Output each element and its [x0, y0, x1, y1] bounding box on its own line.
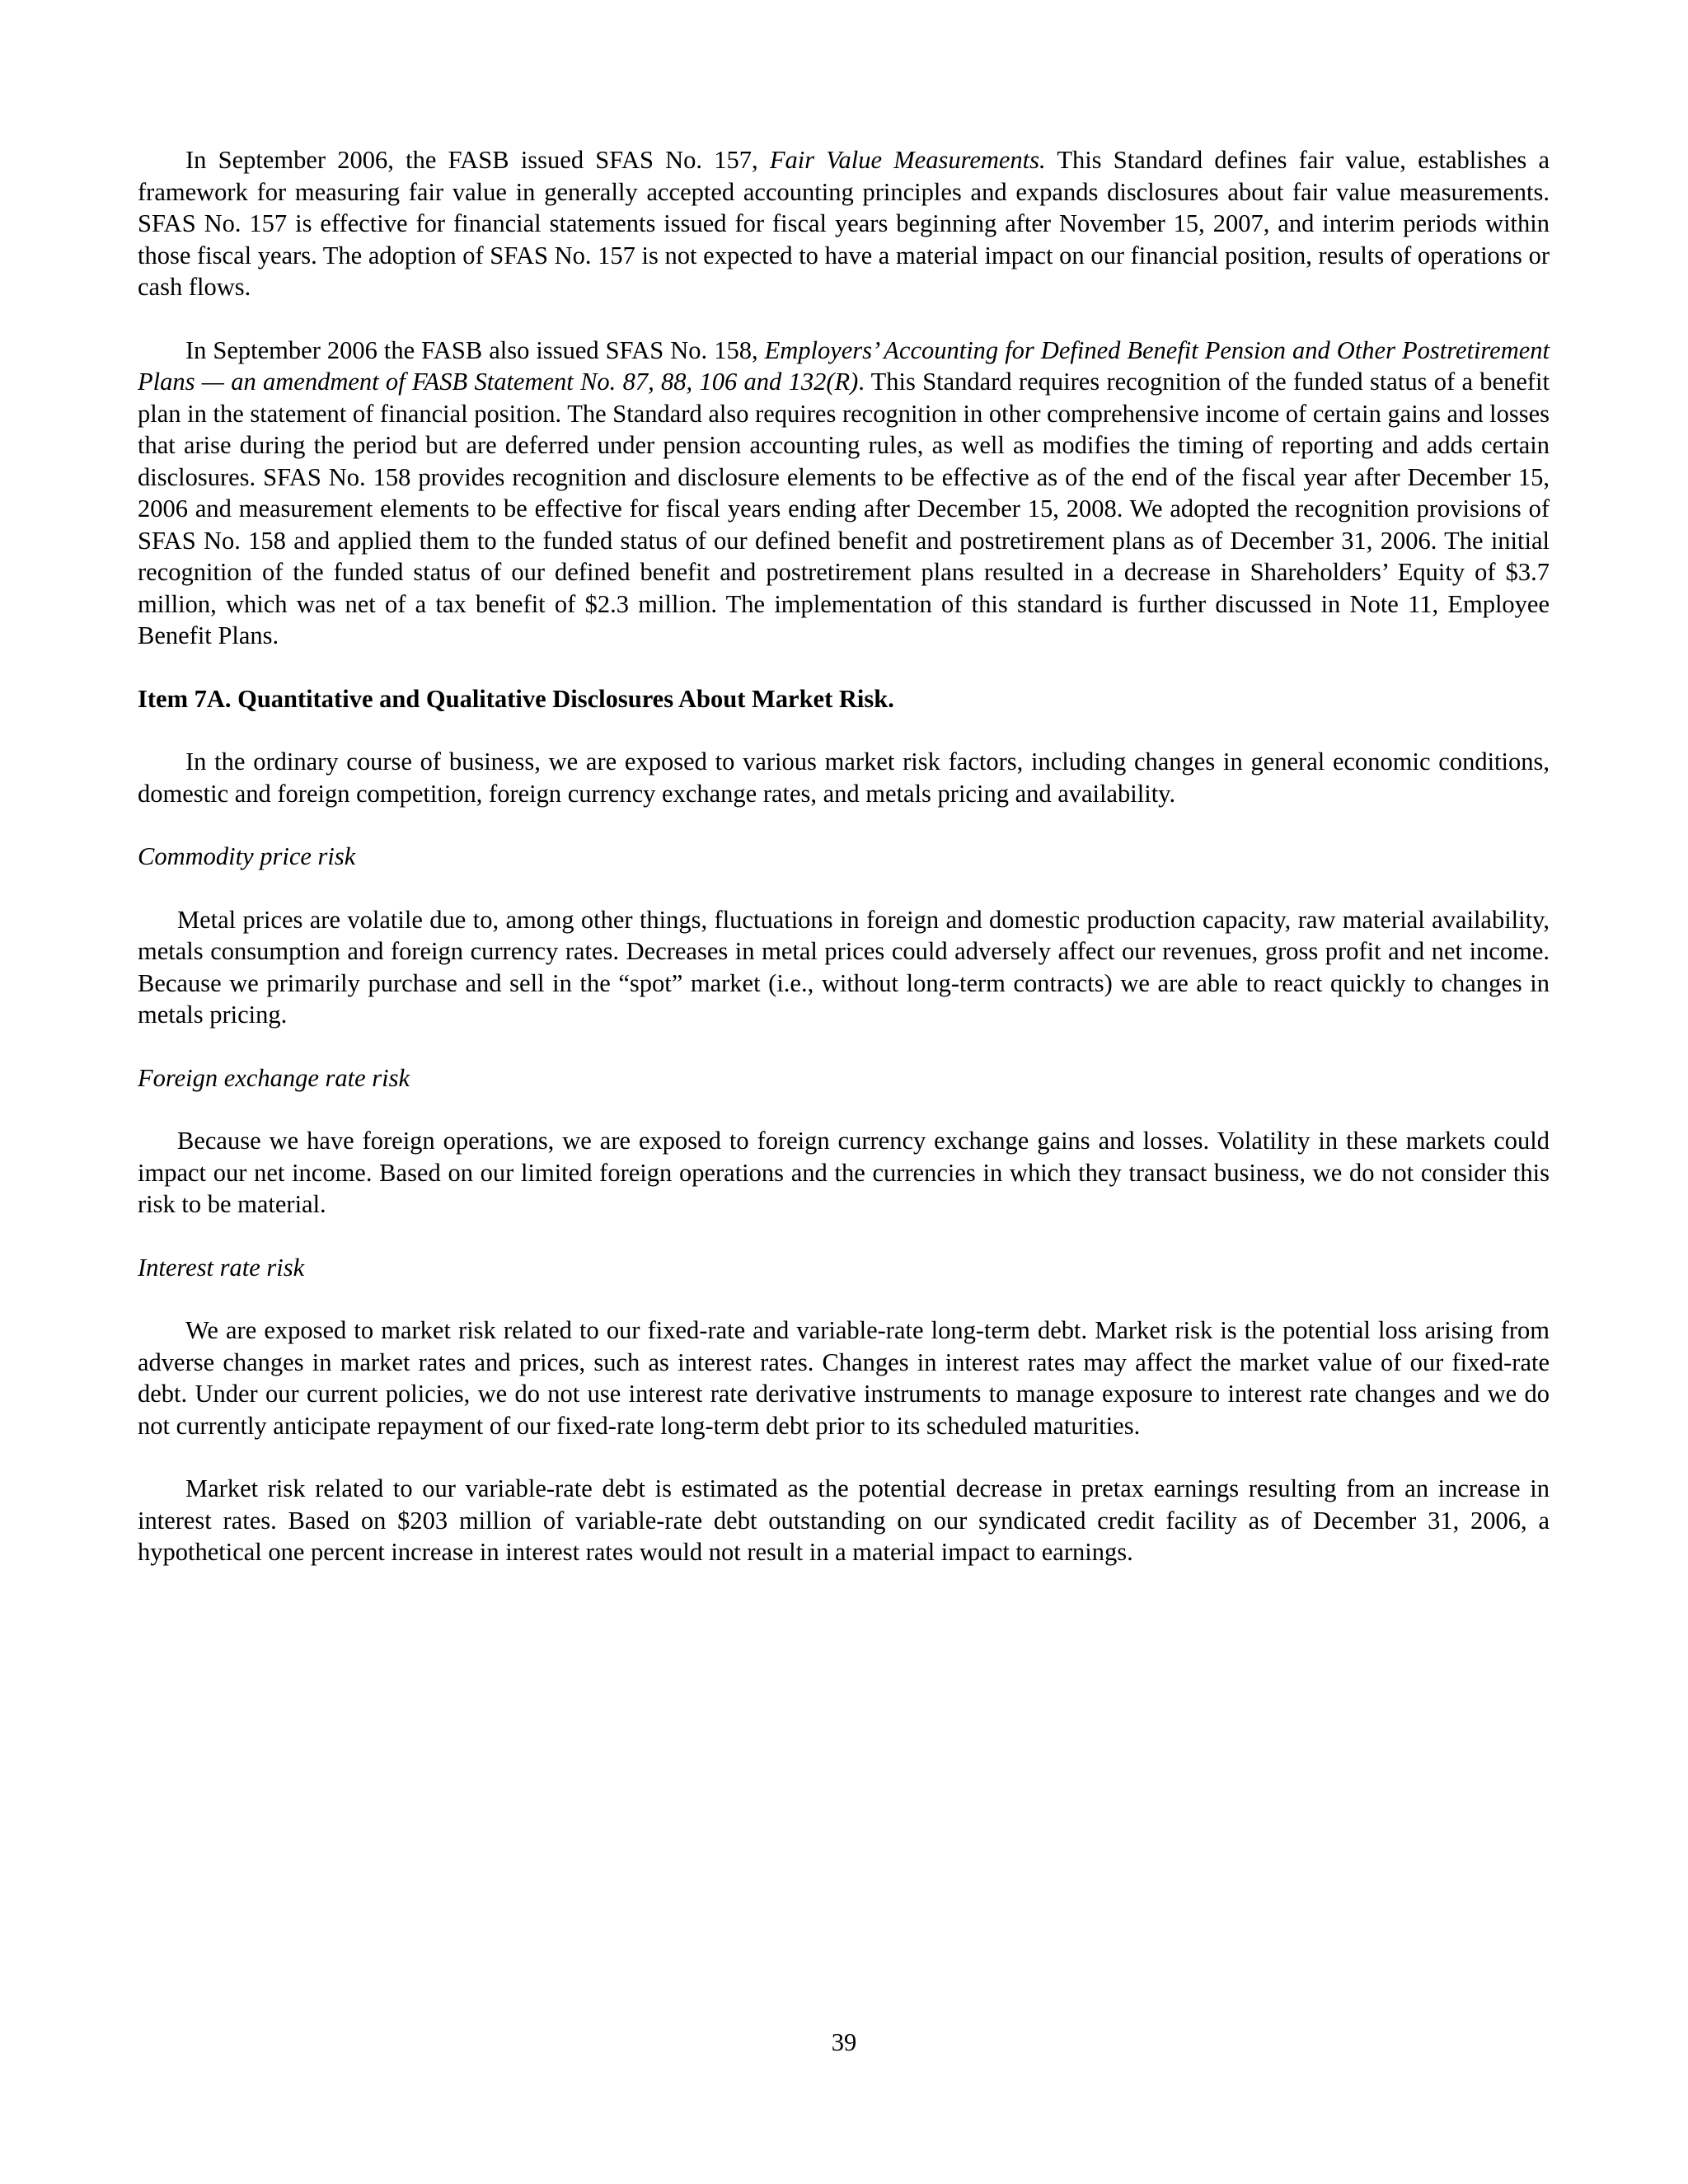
paragraph-text: In September 2006 the FASB also issued SFAS No. 158, [185, 335, 765, 364]
paragraph-text: In September 2006, the FASB issued SFAS No. 157, [185, 146, 770, 174]
paragraph-sfas-158 [138, 335, 1550, 652]
page-number: 39 [831, 2028, 857, 2056]
section-heading: Item 7A. Quantitative and Qualitative Disclosures About Market Risk. [138, 684, 894, 713]
subheading-commodity-price-risk: Commodity price risk [138, 842, 356, 870]
paragraph-interest-rate-risk-1: We are exposed to market risk related to our fixed-rate and variable-rate long-term debt. Market risk is the potential loss arising from adverse changes in market rates and prices, such as interest rates. Changes in interest rates may affect the market value of our fixed-rate debt. Under our current policies, we do not use interest rate derivative instruments to manage exposure to interest rate changes and we do not currently anticipate repayment of our fixed-rate long-term debt prior to its scheduled maturities. [138, 1316, 1550, 1440]
paragraph-text: . This Standard requires recognition of the funded status of a benefit plan in the statement of financial position. The Standard also requires recognition in other comprehensive income of certain gains and losses that arise during the period but are deferred under pension accounting rules, as well as modifies the timing of reporting and adds certain disclosures. SFAS No. 158 provides recognition and disclosure elements to be effective as of the end of the fiscal year after December 15, 2006 and measurement elements to be effective for fiscal years ending after December 15, 2008. We adopted the recognition provisions of SFAS No. 158 and applied them to the funded status of our defined benefit and postretirement plans as of December 31, 2006. The initial recognition of the funded status of our defined benefit and postretirement plans resulted in a decrease in Shareholders’ Equity of $3.7 million, which was net of a tax benefit of $2.3 million. The implementation of this standard is further discussed in Note 11, Employee Benefit Plans. [138, 368, 1550, 649]
paragraph-text: This Standard defines fair value, establishes a framework for measuring fair value in generally accepted accounting principles and expands disclosures about fair value measurements. SFAS No. 157 is effective for financial statements issued for fiscal years beginning after November 15, 2007, and interim periods within those fiscal years. The adoption of SFAS No. 157 is not expected to have a material impact on our financial position, results of operations or cash flows. [138, 146, 1550, 301]
standard-title: Fair Value Measurements. [769, 146, 1046, 174]
paragraph-market-risk-intro: In the ordinary course of business, we are exposed to various market risk factors, including changes in general economic conditions, domestic and foreign competition, foreign currency exchange rates, and metals pricing and availability. [138, 748, 1550, 808]
paragraph-sfas-157 [138, 144, 1550, 303]
document-page [138, 144, 1550, 1600]
paragraph-interest-rate-risk-2: Market risk related to our variable-rate debt is estimated as the potential decrease in pretax earnings resulting from an increase in interest rates. Based on $203 million of variable-rate debt outstanding on our syndicated credit facility as of December 31, 2006, a hypothetical one percent increase in interest rates would not result in a material impact to earnings. [138, 1474, 1550, 1566]
paragraph-commodity-price-risk: Metal prices are volatile due to, among other things, fluctuations in foreign and domestic production capacity, raw material availability, metals consumption and foreign currency rates. Decreases in metal prices could adversely affect our revenues, gross profit and net income. Because we primarily purchase and sell in the “spot” market (i.e., without long-term contracts) we are able to react quickly to changes in metals pricing. [138, 905, 1550, 1029]
paragraph-foreign-exchange-risk: Because we have foreign operations, we are exposed to foreign currency exchange gains and losses. Volatility in these markets could impact our net income. Based on our limited foreign operations and the currencies in which they transact business, we do not consider this risk to be material. [138, 1127, 1550, 1218]
standard-title: Employers’ Accounting for Defined Benefit Pension and Other Postretirement Plans — an amendment of FASB Statement No. 87, 88, 106 and 132(R) [138, 335, 1550, 396]
subheading-foreign-exchange-risk: Foreign exchange rate risk [138, 1063, 410, 1092]
subheading-interest-rate-risk: Interest rate risk [138, 1253, 305, 1282]
